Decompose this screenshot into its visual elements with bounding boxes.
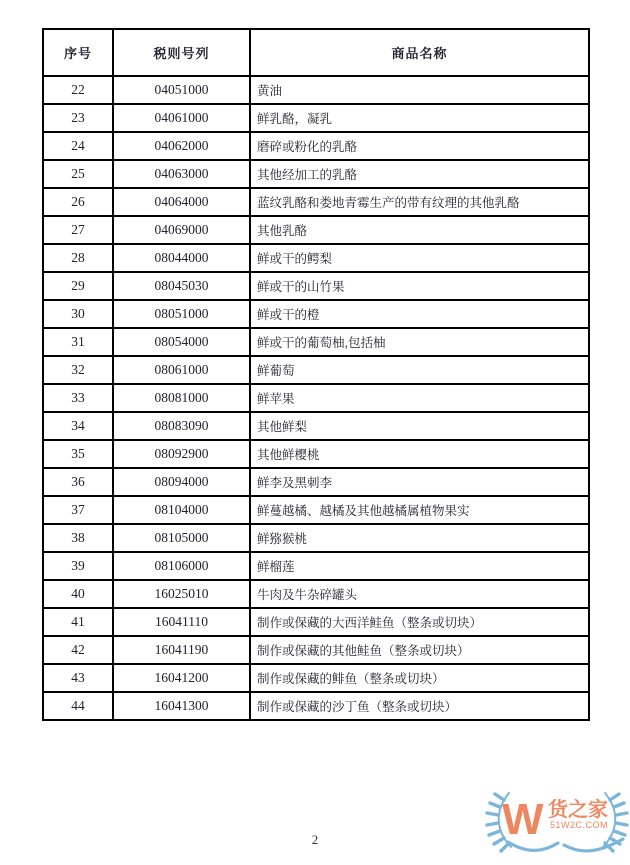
cell-no: 32 xyxy=(43,356,113,384)
table-header-row xyxy=(43,29,589,76)
page-number: 2 xyxy=(311,832,319,847)
table-row xyxy=(43,272,589,300)
table-row xyxy=(43,608,589,636)
cell-hs-code: 08045030 xyxy=(113,272,250,300)
table-row xyxy=(43,636,589,664)
table-row xyxy=(43,76,589,104)
cell-hs-code: 04063000 xyxy=(113,160,250,188)
cell-product-name: 其他鲜梨 xyxy=(250,412,589,440)
cell-no: 25 xyxy=(43,160,113,188)
cell-product-name: 制作或保藏的大西洋鲑鱼（整条或切块） xyxy=(250,608,589,636)
cell-hs-code: 08104000 xyxy=(113,496,250,524)
cell-product-name: 鲜蔓越橘、越橘及其他越橘属植物果实 xyxy=(250,496,589,524)
cell-product-name: 其他鲜樱桃 xyxy=(250,440,589,468)
cell-product-name: 鲜乳酪，凝乳 xyxy=(250,104,589,132)
column-header-product-name: 商品名称 xyxy=(250,29,589,76)
table-row xyxy=(43,132,589,160)
table-row xyxy=(43,188,589,216)
watermark-site: 51W2C.COM xyxy=(550,820,609,830)
tariff-table xyxy=(42,28,590,721)
cell-no: 23 xyxy=(43,104,113,132)
cell-hs-code: 08106000 xyxy=(113,552,250,580)
table-row xyxy=(43,160,589,188)
cell-no: 24 xyxy=(43,132,113,160)
cell-no: 36 xyxy=(43,468,113,496)
table-row xyxy=(43,468,589,496)
cell-product-name: 磨碎或粉化的乳酪 xyxy=(250,132,589,160)
table-row xyxy=(43,104,589,132)
column-header-no: 序号 xyxy=(43,29,113,76)
cell-no: 41 xyxy=(43,608,113,636)
cell-hs-code: 16041300 xyxy=(113,692,250,720)
cell-product-name: 鲜李及黑刺李 xyxy=(250,468,589,496)
table-row xyxy=(43,384,589,412)
cell-product-name: 鲜葡萄 xyxy=(250,356,589,384)
watermark-letter: W xyxy=(502,795,544,844)
cell-hs-code: 08105000 xyxy=(113,524,250,552)
table-row xyxy=(43,580,589,608)
table-row xyxy=(43,216,589,244)
cell-no: 27 xyxy=(43,216,113,244)
cell-product-name: 蓝纹乳酪和娄地青霉生产的带有纹理的其他乳酪 xyxy=(250,188,589,216)
cell-product-name: 鲜苹果 xyxy=(250,384,589,412)
cell-no: 40 xyxy=(43,580,113,608)
cell-hs-code: 16041110 xyxy=(113,608,250,636)
table-row xyxy=(43,300,589,328)
cell-product-name: 鲜榴莲 xyxy=(250,552,589,580)
cell-product-name: 鲜或干的葡萄柚,包括柚 xyxy=(250,328,589,356)
table-row xyxy=(43,440,589,468)
cell-no: 31 xyxy=(43,328,113,356)
watermark-logo xyxy=(482,790,630,865)
cell-no: 44 xyxy=(43,692,113,720)
column-header-hs-code: 税则号列 xyxy=(113,29,250,76)
cell-product-name: 黄油 xyxy=(250,76,589,104)
cell-product-name: 制作或保藏的沙丁鱼（整条或切块） xyxy=(250,692,589,720)
cell-no: 28 xyxy=(43,244,113,272)
cell-product-name: 牛肉及牛杂碎罐头 xyxy=(250,580,589,608)
cell-hs-code: 08044000 xyxy=(113,244,250,272)
table-row xyxy=(43,244,589,272)
cell-product-name: 制作或保藏的其他鲑鱼（整条或切块） xyxy=(250,636,589,664)
cell-no: 35 xyxy=(43,440,113,468)
cell-product-name: 鲜或干的橙 xyxy=(250,300,589,328)
table-row xyxy=(43,552,589,580)
cell-hs-code: 08092900 xyxy=(113,440,250,468)
cell-no: 39 xyxy=(43,552,113,580)
cell-hs-code: 04062000 xyxy=(113,132,250,160)
cell-no: 37 xyxy=(43,496,113,524)
table-row xyxy=(43,412,589,440)
table-row xyxy=(43,496,589,524)
cell-product-name: 鲜猕猴桃 xyxy=(250,524,589,552)
cell-hs-code: 04061000 xyxy=(113,104,250,132)
cell-hs-code: 08094000 xyxy=(113,468,250,496)
table-row xyxy=(43,524,589,552)
cell-no: 22 xyxy=(43,76,113,104)
cell-no: 42 xyxy=(43,636,113,664)
cell-hs-code: 08061000 xyxy=(113,356,250,384)
cell-no: 34 xyxy=(43,412,113,440)
watermark-brand: 货之家 xyxy=(548,799,608,821)
cell-product-name: 制作或保藏的鲱鱼（整条或切块） xyxy=(250,664,589,692)
cell-product-name: 鲜或干的鳄梨 xyxy=(250,244,589,272)
cell-product-name: 其他经加工的乳酪 xyxy=(250,160,589,188)
cell-no: 43 xyxy=(43,664,113,692)
table-row xyxy=(43,328,589,356)
cell-product-name: 鲜或干的山竹果 xyxy=(250,272,589,300)
cell-hs-code: 04064000 xyxy=(113,188,250,216)
cell-hs-code: 08081000 xyxy=(113,384,250,412)
cell-product-name: 其他乳酪 xyxy=(250,216,589,244)
cell-hs-code: 08083090 xyxy=(113,412,250,440)
table-row xyxy=(43,692,589,720)
cell-hs-code: 04069000 xyxy=(113,216,250,244)
cell-hs-code: 16041200 xyxy=(113,664,250,692)
cell-hs-code: 16041190 xyxy=(113,636,250,664)
laurel-wreath-icon xyxy=(482,790,630,865)
cell-no: 33 xyxy=(43,384,113,412)
cell-hs-code: 08054000 xyxy=(113,328,250,356)
cell-hs-code: 04051000 xyxy=(113,76,250,104)
table-row xyxy=(43,664,589,692)
cell-no: 26 xyxy=(43,188,113,216)
table-row xyxy=(43,356,589,384)
cell-hs-code: 16025010 xyxy=(113,580,250,608)
cell-no: 30 xyxy=(43,300,113,328)
cell-no: 38 xyxy=(43,524,113,552)
cell-hs-code: 08051000 xyxy=(113,300,250,328)
cell-no: 29 xyxy=(43,272,113,300)
